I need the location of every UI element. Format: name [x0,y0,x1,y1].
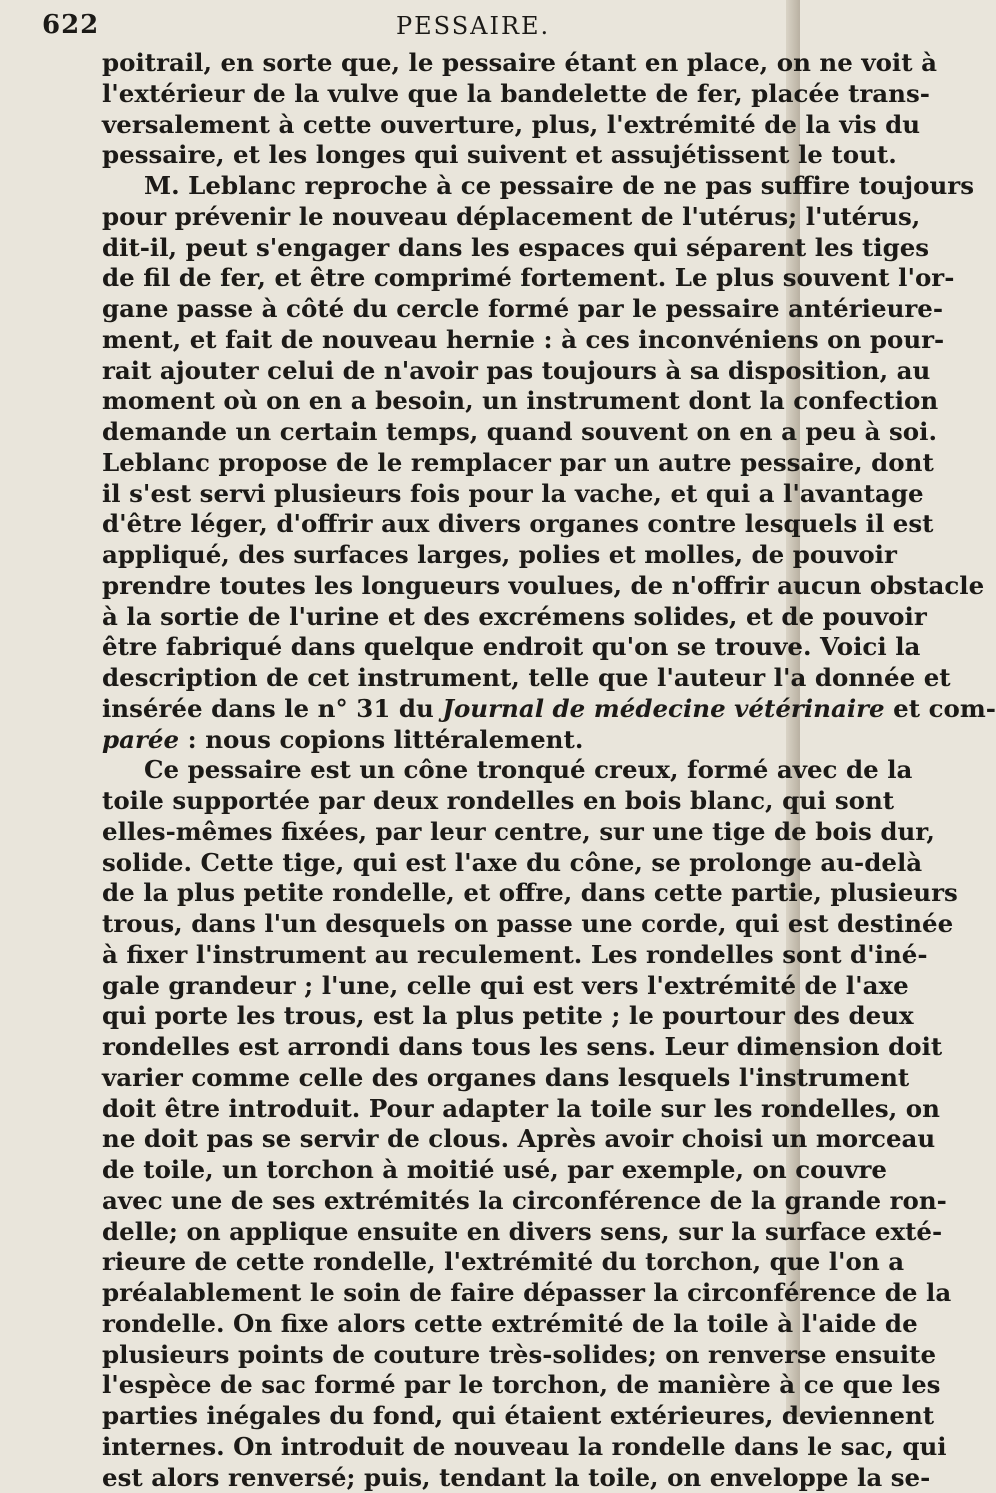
text-line [102,1309,794,1340]
text-segment: ment, et fait de nouveau hernie : à ces inconvéniens on pour- [102,325,944,354]
text-line [102,448,794,479]
text-line [102,386,794,417]
text-segment: description de cet instrument, telle que l'auteur l'a donnée et [102,663,951,692]
text-segment: trous, dans l'un desquels on passe une corde, qui est destinée [102,909,953,938]
text-line [102,694,794,725]
text-line [102,140,794,171]
text-segment: pessaire, et les longes qui suivent et assujétissent le tout. [102,140,897,169]
text-segment: être fabriqué dans quelque endroit qu'on se trouve. Voici la [102,632,920,661]
text-line [102,1094,794,1125]
text-line [102,1032,794,1063]
text-segment: à la sortie de l'urine et des excrémens solides, et de pouvoir [102,602,927,631]
text-line [102,663,794,694]
text-segment: à fixer l'instrument au reculement. Les rondelles sont d'iné- [102,940,928,969]
text-line [102,79,794,110]
text-segment: gane passe à côté du cercle formé par le pessaire antérieure- [102,294,943,323]
text-line [102,971,794,1002]
text-segment: dit-il, peut s'engager dans les espaces qui séparent les tiges [102,233,929,262]
text-line [102,817,794,848]
text-segment: toile supportée par deux rondelles en bois blanc, qui sont [102,786,894,815]
page-number: 622 [42,10,99,40]
text-line [102,632,794,663]
text-segment: qui porte les trous, est la plus petite ; le pourtour des deux [102,1001,914,1030]
text-segment: rondelle. On fixe alors cette extrémité de la toile à l'aide de [102,1309,918,1338]
running-title: PESSAIRE. [396,12,550,40]
text-segment: rait ajouter celui de n'avoir pas toujours à sa disposition, au [102,356,930,385]
text-segment: est alors renversé; puis, tendant la toile, on enveloppe la se- [102,1463,930,1492]
text-line [102,1278,794,1309]
text-line [102,1370,794,1401]
text-segment: insérée dans le n° 31 du [102,694,442,723]
text-segment: solide. Cette tige, qui est l'axe du cône, se prolonge au-delà [102,848,922,877]
text-line [102,755,794,786]
text-segment: plusieurs points de couture très-solides; on renverse ensuite [102,1340,936,1369]
text-line [102,540,794,571]
text-segment: parties inégales du fond, qui étaient extérieures, deviennent [102,1401,934,1430]
text-segment: delle; on applique ensuite en divers sens, sur la surface exté- [102,1217,942,1246]
text-segment: poitrail, en sorte que, le pessaire étant en place, on ne voit à [102,48,937,77]
text-segment: Ce pessaire est un cône tronqué creux, formé avec de la [144,755,912,784]
text-segment: rieure de cette rondelle, l'extrémité du torchon, que l'on a [102,1247,904,1276]
text-segment: rondelles est arrondi dans tous les sens. Leur dimension doit [102,1032,942,1061]
text-segment: ne doit pas se servir de clous. Après avoir choisi un morceau [102,1124,935,1153]
italic-citation: Journal de médecine vétérinaire [442,694,884,723]
text-segment: appliqué, des surfaces larges, polies et molles, de pouvoir [102,540,897,569]
text-segment: avec une de ses extrémités la circonférence de la grande ron- [102,1186,947,1215]
text-line [102,171,794,202]
text-line [102,848,794,879]
text-segment: : nous copions littéralement. [179,725,583,754]
text-segment: prendre toutes les longueurs voulues, de n'offrir aucun obstacle [102,571,984,600]
text-line [102,509,794,540]
text-segment: doit être introduit. Pour adapter la toile sur les rondelles, on [102,1094,940,1123]
italic-citation: parée [102,725,179,754]
text-segment: gale grandeur ; l'une, celle qui est vers l'extrémité de l'axe [102,971,909,1000]
text-line [102,202,794,233]
text-segment: l'espèce de sac formé par le torchon, de manière à ce que les [102,1370,940,1399]
text-line [102,325,794,356]
text-line [102,1155,794,1186]
text-line [102,48,794,79]
text-line [102,940,794,971]
text-line [102,1186,794,1217]
text-segment: et com- [885,694,996,723]
text-segment: l'extérieur de la vulve que la bandelette de fer, placée trans- [102,79,930,108]
text-line [102,110,794,141]
text-line [102,417,794,448]
page-header [0,10,780,52]
text-segment: de toile, un torchon à moitié usé, par exemple, on couvre [102,1155,887,1184]
text-line [102,233,794,264]
text-segment: préalablement le soin de faire dépasser la circonférence de la [102,1278,951,1307]
text-line [102,909,794,940]
text-line [102,356,794,387]
text-segment: versalement à cette ouverture, plus, l'extrémité de la vis du [102,110,920,139]
text-line [102,1124,794,1155]
text-segment: M. Leblanc reproche à ce pessaire de ne pas suffire toujours [144,171,974,200]
body-text [102,48,794,1493]
text-segment: de fil de fer, et être comprimé fortement. Le plus souvent l'or- [102,263,954,292]
text-line [102,571,794,602]
text-line [102,1432,794,1463]
text-segment: varier comme celle des organes dans lesquels l'instrument [102,1063,909,1092]
text-segment: moment où on en a besoin, un instrument dont la confection [102,386,938,415]
text-segment: elles-mêmes fixées, par leur centre, sur une tige de bois dur, [102,817,935,846]
text-segment: pour prévenir le nouveau déplacement de l'utérus; l'utérus, [102,202,920,231]
text-segment: d'être léger, d'offrir aux divers organes contre lesquels il est [102,509,934,538]
text-line [102,1063,794,1094]
text-segment: il s'est servi plusieurs fois pour la vache, et qui a l'avantage [102,479,924,508]
text-line [102,1401,794,1432]
text-line [102,1001,794,1032]
text-line [102,602,794,633]
text-line [102,1247,794,1278]
text-line [102,1217,794,1248]
text-segment: internes. On introduit de nouveau la rondelle dans le sac, qui [102,1432,947,1461]
text-line [102,1463,794,1493]
text-line [102,263,794,294]
text-segment: demande un certain temps, quand souvent on en a peu à soi. [102,417,937,446]
text-segment: de la plus petite rondelle, et offre, dans cette partie, plusieurs [102,878,958,907]
text-line [102,479,794,510]
text-line [102,725,794,756]
text-line [102,1340,794,1371]
text-line [102,294,794,325]
text-line [102,878,794,909]
text-segment: Leblanc propose de le remplacer par un autre pessaire, dont [102,448,934,477]
text-line [102,786,794,817]
